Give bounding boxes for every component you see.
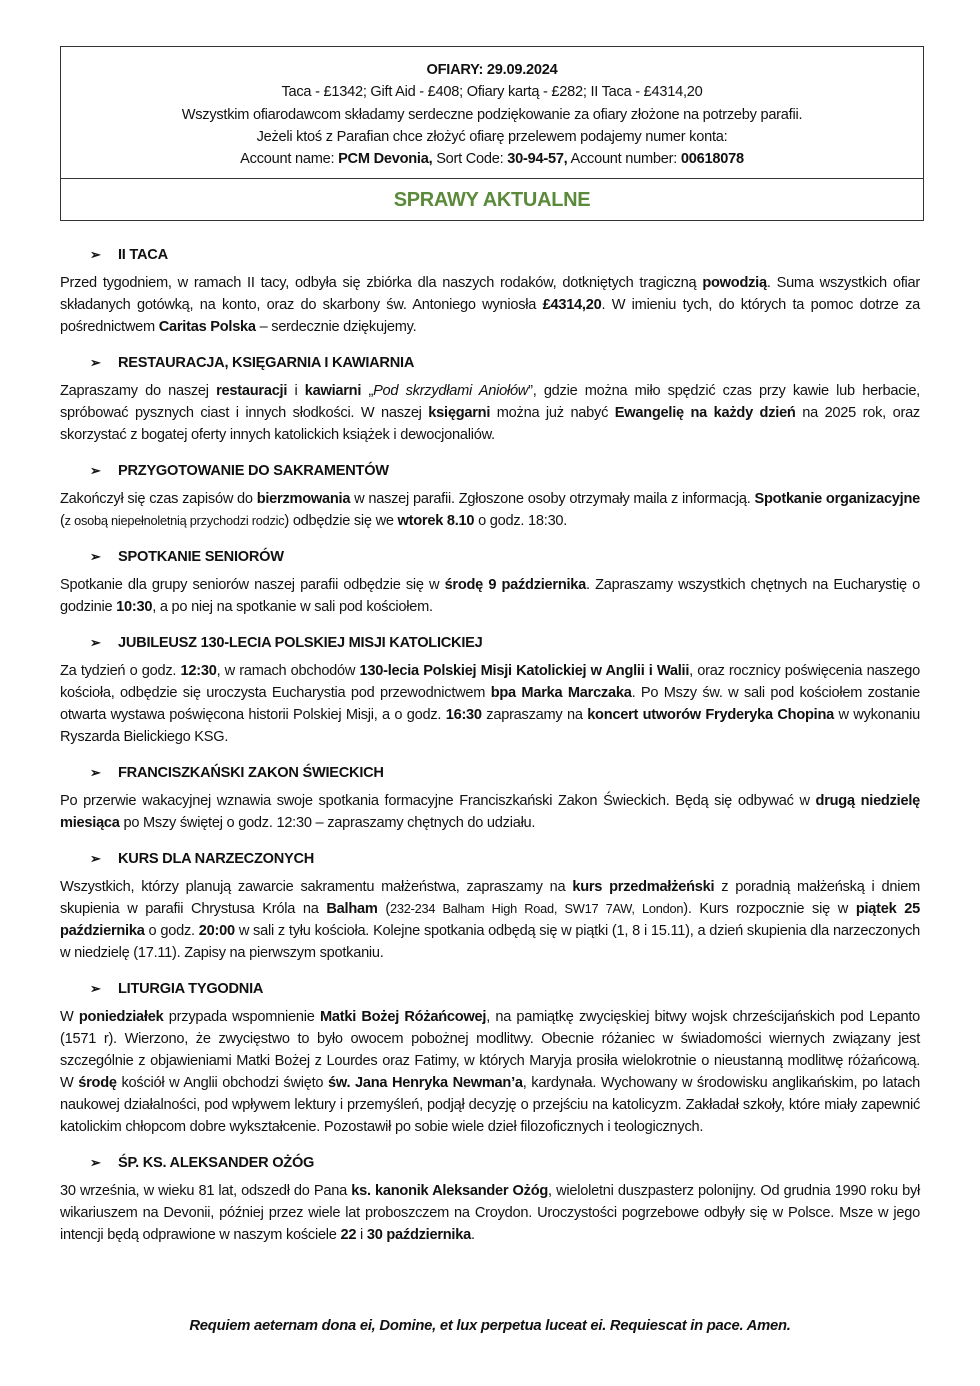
text-run: Sort Code: — [432, 151, 508, 168]
bold-text: środę — [78, 1075, 117, 1091]
offerings-thanks: Wszystkim ofiarodawcom składamy serdeczne podziękowanie za ofiary złożone na potrzeby parafii. — [181, 106, 803, 123]
text-run: Przed tygodniem, w ramach II tacy, odbyła się zbiórka dla naszych rodaków, dotkniętych tragiczną — [60, 275, 703, 291]
bold-text: 30-94-57, — [507, 151, 568, 168]
text-run: i — [287, 383, 305, 399]
section-heading-text: II TACA — [118, 247, 168, 263]
section-heading — [90, 352, 920, 374]
news-content — [60, 244, 920, 1260]
section-paragraph — [60, 1006, 920, 1138]
section-paragraph — [60, 488, 920, 532]
text-run: Zapraszamy do naszej — [60, 383, 217, 399]
bold-text: św. Jana Henryka Newman’a — [328, 1075, 523, 1091]
text-run: ( — [60, 513, 65, 529]
section-paragraph — [60, 1180, 920, 1246]
bold-text: 30 października — [366, 1227, 471, 1243]
text-run: zapraszamy na — [481, 707, 588, 723]
section-heading-text: RESTAURACJA, KSIĘGARNIA I KAWIARNIA — [118, 355, 415, 371]
bold-text: bierzmowania — [256, 491, 351, 507]
text-run: na 2025 rok, oraz skorzystać z bogatej oferty innych katolickich książek i dewocjonaliów. — [60, 405, 920, 443]
bold-text: bpa Marka Marczaka — [490, 685, 632, 701]
text-run: Po przerwie wakacyjnej wznawia swoje spotkania formacyjne Franciszkański Zakon Świeckich. Będą się odbywać w — [60, 793, 816, 809]
arrow-bullet-icon: ➢ — [90, 355, 101, 370]
text-run: – serdecznie dziękujemy. — [255, 319, 417, 335]
arrow-bullet-icon: ➢ — [90, 247, 101, 262]
arrow-bullet-icon: ➢ — [90, 635, 101, 650]
offerings-amounts: Taca - £1342; Gift Aid - £408; Ofiary kartą - £282; II Taca - £4314,20 — [281, 84, 703, 101]
italic-text: Pod skrzydłami Aniołów — [373, 383, 529, 399]
bold-text: 22 — [340, 1227, 357, 1243]
section-heading — [90, 244, 920, 266]
text-run: z poradnią małżeńską i dniem skupienia w parafii Chrystusa Króla na — [60, 879, 920, 917]
section-heading-text: FRANCISZKAŃSKI ZAKON ŚWIECKICH — [118, 765, 384, 781]
text-run: ) odbędzie się we — [284, 513, 398, 529]
section-heading-text: JUBILEUSZ 130-LECIA POLSKIEJ MISJI KATOLICKIEJ — [118, 635, 483, 651]
small-text: z osobą niepełnoletnią przychodzi rodzic — [64, 513, 285, 528]
bold-text: Caritas Polska — [158, 319, 256, 335]
bold-text: PCM Devonia, — [338, 151, 433, 168]
arrow-bullet-icon: ➢ — [90, 1155, 101, 1170]
text-run: Wszystkich, którzy planują zawarcie sakramentu małżeństwa, zapraszamy na — [60, 879, 573, 895]
bold-text: 00618078 — [680, 151, 744, 168]
text-run: . — [470, 1227, 475, 1243]
section-heading-text: SPOTKANIE SENIORÓW — [118, 549, 284, 565]
bold-text: 12:30 — [180, 663, 217, 679]
text-run: Za tydzień o godz. — [60, 663, 181, 679]
text-run: Spotkanie dla grupy seniorów naszej parafii odbędzie się w — [60, 577, 445, 593]
bold-text: 16:30 — [445, 707, 482, 723]
bold-text: kurs przedmałżeński — [572, 879, 715, 895]
bold-text: Ewangelię na każdy dzień — [614, 405, 796, 421]
text-run: Account name: — [240, 151, 339, 168]
section-heading — [90, 460, 920, 482]
bold-text: 20:00 — [198, 923, 235, 939]
bold-text: kawiarni — [304, 383, 362, 399]
text-run: . W imieniu tych, do których ta pomoc dotrze za pośrednictwem — [60, 297, 920, 335]
bold-text: księgarni — [428, 405, 491, 421]
section-heading — [90, 546, 920, 568]
section-paragraph — [60, 574, 920, 618]
section-heading — [90, 848, 920, 870]
bold-text: piątek 25 października — [60, 901, 921, 939]
arrow-bullet-icon: ➢ — [90, 851, 101, 866]
text-run: po Mszy świętej o godz. 12:30 – zapraszamy chętnych do udziału. — [119, 815, 536, 831]
text-run: , oraz rocznicy poświęcenia naszego kościoła, odbędzie się uroczysta Eucharystia pod przewodnictwem — [60, 663, 920, 701]
text-run: , w ramach obchodów — [216, 663, 360, 679]
bold-text: 130-lecia Polskiej Misji Katolickiej w Anglii i Walii — [359, 663, 690, 679]
bold-text: koncert utworów Fryderyka Chopina — [587, 707, 835, 723]
section-paragraph — [60, 272, 920, 338]
text-run: w naszej parafii. Zgłoszone osoby otrzymały maila z informacją. — [350, 491, 755, 507]
section-heading-text: ŚP. KS. ALEKSANDER OŻÓG — [118, 1155, 315, 1171]
bold-text: wtorek 8.10 — [397, 513, 475, 529]
bold-text: restauracji — [216, 383, 288, 399]
section-heading — [90, 632, 920, 654]
bold-text: drugą niedzielę miesiąca — [60, 793, 920, 831]
bold-text: poniedziałek — [78, 1009, 164, 1025]
arrow-bullet-icon: ➢ — [90, 765, 101, 780]
text-run: w wykonaniu Ryszarda Bielickiego KSG. — [60, 707, 920, 745]
bold-text: Balham — [326, 901, 378, 917]
text-run: 30 września, w wieku 81 lat, odszedł do Pana — [60, 1183, 352, 1199]
text-run: w sali z tyłu kościoła. Kolejne spotkania odbędą się w piątki (1, 8 i 15.11), a dzień skupienia dla narzeczonych w niedzielę (17.11). Zapisy na pierwszym spotkaniu. — [60, 923, 920, 961]
offerings-title: OFIARY: 29.09.2024 — [426, 62, 558, 78]
bold-text: ks. kanonik Aleksander Ożóg — [351, 1183, 549, 1199]
bold-text: 10:30 — [116, 599, 153, 615]
offerings-panel — [61, 47, 923, 179]
closing-prayer: Requiem aeternam dona ei, Domine, et lux perpetua luceat ei. Requiescat in pace. Amen. — [189, 1318, 791, 1334]
text-run: , kardynała. Wychowany w środowisku anglikańskim, po latach naukowej działalności, pod wpływem lektury i przemyśleń, podjął decyzję o przejściu na katolicyzm. Zakładał szkoły, które miały zapewnić katolickim chłopcom dobre wykształcenie. Pozostawił po sobie wiele dzieł filozoficznych i teologicznych. — [60, 1075, 920, 1135]
arrow-bullet-icon: ➢ — [90, 549, 101, 564]
text-run: , wieloletni duszpasterz polonijny. Od grudnia 1990 roku był wikariuszem na Devonii, później przez wiele lat proboszczem na Croydon. Uroczystości pogrzebowe odbyły się w Polsce. Msze w jego intencji będą odprawione w naszym kościele — [60, 1183, 921, 1243]
section-heading — [90, 978, 920, 1000]
bold-text: Spotkanie organizacyjne — [754, 491, 921, 507]
section-paragraph — [60, 660, 920, 748]
text-run: o godz. 18:30. — [474, 513, 568, 529]
text-run: przypada wspomnienie — [163, 1009, 320, 1025]
small-text: 232-234 Balham High Road, SW17 7AW, London — [390, 901, 684, 916]
text-run: ”, gdzie można miło spędzić czas przy kawie lub herbacie, spróbować pysznych ciast i innych słodkości. W naszej — [60, 383, 920, 421]
text-run: . Suma wszystkich ofiar składanych gotówką, na konto, oraz do skarbony św. Antoniego wyniosła — [60, 275, 920, 313]
section-heading-text: KURS DLA NARZECZONYCH — [118, 851, 315, 867]
section-heading-text: PRZYGOTOWANIE DO SAKRAMENTÓW — [118, 463, 389, 479]
arrow-bullet-icon: ➢ — [90, 981, 101, 996]
section-title: SPRAWY AKTUALNE — [393, 189, 591, 212]
text-run: Account number: — [567, 151, 681, 168]
text-run: . Zapraszamy wszystkich chętnych na Eucharystię o godzinie — [60, 577, 920, 615]
section-heading — [90, 1152, 920, 1174]
text-run: , na pamiątkę zwycięskiej bitwy wojsk chrześcijańskich pod Lepanto (1571 r). Wierzono, że zwycięstwo to było owocem pobożnej modlitwy. Obecnie różaniec w świadomości wiernych związany jest szczególnie z objawieniami Matki Bożej z Lourdes oraz Fatimy, w których Maryja prosiła wielokrotnie o nieustanną modlitwę różańcową. W — [60, 1009, 921, 1091]
text-run: „ — [361, 383, 374, 399]
bold-text: środę 9 października — [444, 577, 587, 593]
bold-text: powodzią — [702, 275, 767, 291]
offerings-transfer: Jeżeli ktoś z Parafian chce złożyć ofiarę przelewem podajemy numer konta: — [256, 128, 728, 145]
section-heading-text: LITURGIA TYGODNIA — [118, 981, 264, 997]
section-paragraph — [60, 380, 920, 446]
text-run: można już nabyć — [490, 405, 615, 421]
text-run: Zakończył się czas zapisów do — [60, 491, 257, 507]
text-run: kościół w Anglii obchodzi święto — [116, 1075, 329, 1091]
account-details — [61, 148, 923, 170]
arrow-bullet-icon: ➢ — [90, 463, 101, 478]
text-run: , a po niej na spotkanie w sali pod kościołem. — [152, 599, 433, 615]
section-paragraph — [60, 790, 920, 834]
text-run: W — [60, 1009, 79, 1025]
text-run: i — [356, 1227, 367, 1243]
bold-text: Matki Bożej Różańcowej — [319, 1009, 487, 1025]
section-paragraph — [60, 876, 920, 964]
text-run: o godz. — [144, 923, 199, 939]
text-run: ( — [377, 901, 391, 917]
offerings-box — [60, 46, 924, 221]
text-run: ). Kurs rozpocznie się w — [683, 901, 856, 917]
bold-text: £4314,20 — [542, 297, 602, 313]
section-heading — [90, 762, 920, 784]
text-run: . Po Mszy św. w sali pod kościołem zostanie otwarta wystawa poświęcona historii Polskiej Misji, a o godz. — [60, 685, 920, 723]
